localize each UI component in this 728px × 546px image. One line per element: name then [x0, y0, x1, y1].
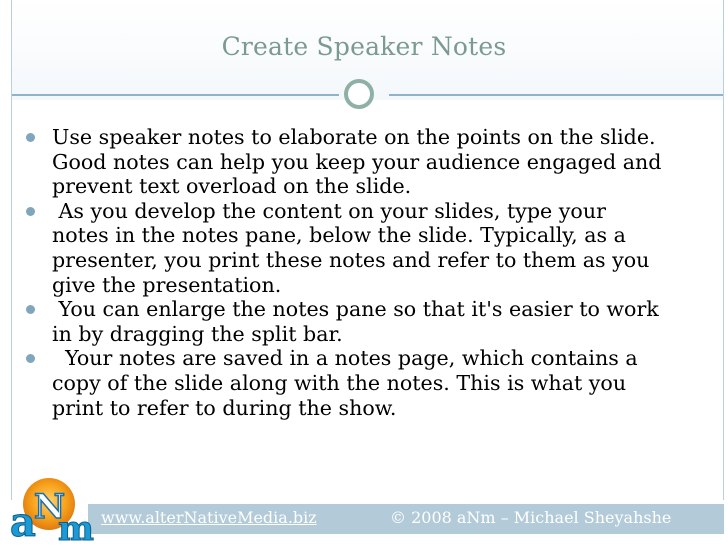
- bullet-item: [20, 199, 710, 297]
- bullet-line: copy of the slide along with the notes. This is what you: [52, 370, 627, 395]
- anm-logo: [2, 474, 94, 544]
- bullet-dot-icon: [26, 305, 35, 314]
- bullet-item: [20, 346, 710, 420]
- bullet-item: [20, 297, 710, 346]
- logo-letter-a: a: [10, 499, 36, 544]
- bullet-item: [20, 125, 710, 199]
- bullet-line: print to refer to during the show.: [52, 395, 397, 420]
- bullet-line: notes in the notes pane, below the slide. Typically, as a: [52, 223, 626, 248]
- bullet-dot-icon: [26, 133, 35, 142]
- bullet-line: in by dragging the split bar.: [52, 321, 343, 346]
- bullet-line: Use speaker notes to elaborate on the points on the slide.: [52, 125, 656, 149]
- logo-letter-n: N: [34, 487, 66, 527]
- footer-copyright: © 2008 aNm – Michael Sheyahshe: [390, 508, 672, 527]
- bullet-line: You can enlarge the notes pane so that it's easier to work: [52, 297, 659, 322]
- bullet-line: As you develop the content on your slides, type your: [52, 198, 606, 223]
- bullet-line: Good notes can help you keep your audience engaged and: [52, 149, 662, 174]
- logo-letter-m: m: [58, 509, 94, 544]
- bullet-line: give the presentation.: [52, 272, 282, 297]
- bullet-line: presenter, you print these notes and refer to them as you: [52, 247, 650, 272]
- bullet-dot-icon: [26, 354, 35, 363]
- bullet-dot-icon: [26, 207, 35, 216]
- footer-website-link[interactable]: www.alterNativeMedia.biz: [101, 508, 317, 527]
- bullet-line: Your notes are saved in a notes page, which contains a: [52, 346, 638, 371]
- title-divider-left: [12, 94, 339, 96]
- bullet-list: [20, 125, 710, 420]
- title-ring-ornament: [344, 79, 374, 109]
- title-divider-right: [389, 94, 723, 96]
- bullet-line: prevent text overload on the slide.: [52, 174, 412, 199]
- slide-title: Create Speaker Notes: [221, 32, 507, 61]
